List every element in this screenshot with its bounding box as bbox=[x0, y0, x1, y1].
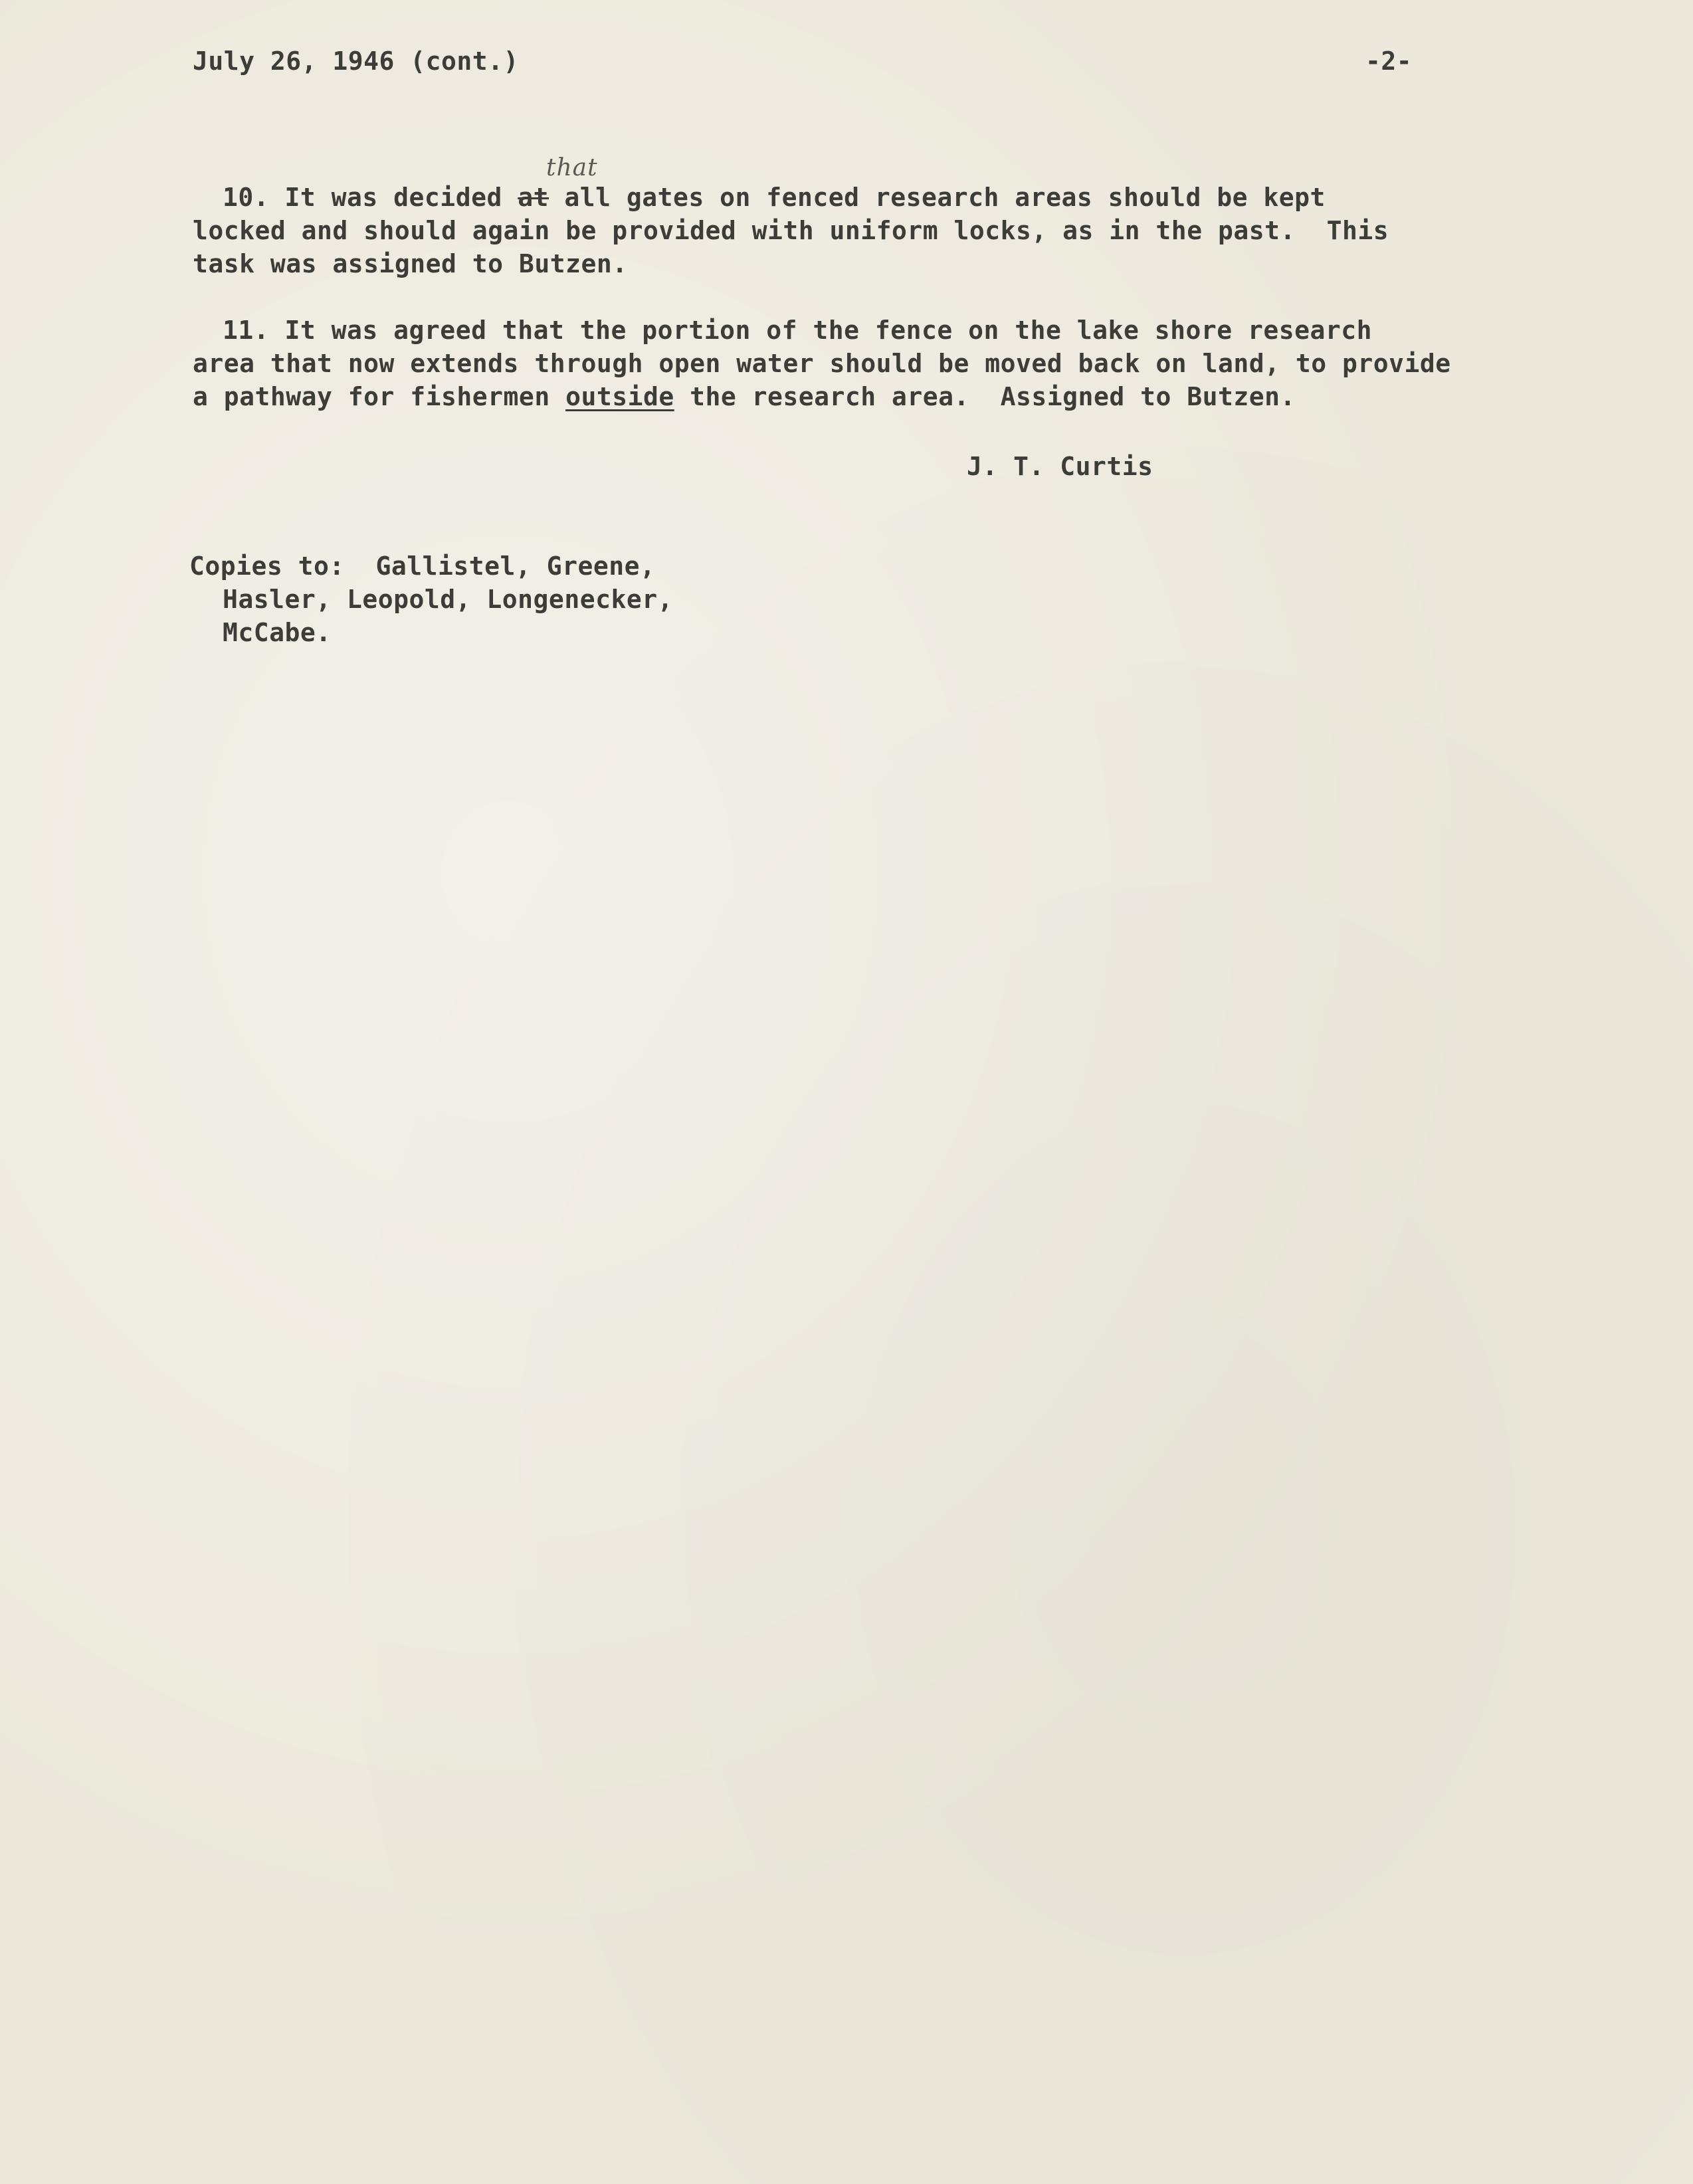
item-10-line-3: task was assigned to Butzen. bbox=[193, 249, 628, 278]
page-number: -2- bbox=[1365, 47, 1413, 76]
item-11-line-2: area that now extends through open water should be moved back on land, to provide bbox=[193, 349, 1451, 378]
item-10-text-end: all gates on fenced research areas should be kept bbox=[548, 183, 1326, 212]
item-11-line-3-start: a pathway for fishermen bbox=[193, 382, 566, 411]
item-11-line-1 bbox=[223, 316, 1372, 345]
copies-to-line-2: Hasler, Leopold, Longenecker, bbox=[223, 585, 673, 614]
item-10-line-2: locked and should again be provided with uniform locks, as in the past. This bbox=[193, 216, 1389, 245]
handwritten-insertion: that bbox=[546, 154, 598, 181]
underlined-word: outside bbox=[565, 382, 674, 411]
item-11-line-3-end: the research area. Assigned to Butzen. bbox=[674, 382, 1296, 411]
item-10-text-start: It was decided bbox=[284, 183, 518, 212]
header-date: July 26, 1946 (cont.) bbox=[193, 47, 519, 76]
copies-to-line-3: McCabe. bbox=[223, 618, 332, 647]
copies-to-line-1: Copies to: Gallistel, Greene, bbox=[189, 551, 656, 581]
signature: J. T. Curtis bbox=[967, 452, 1153, 481]
item-11-number: 11. bbox=[223, 316, 270, 345]
item-10-number: 10. bbox=[223, 183, 270, 212]
item-11-line-3 bbox=[193, 382, 1296, 411]
item-10-line-1 bbox=[223, 183, 1326, 212]
item-11-text: It was agreed that the portion of the fence on the lake shore research bbox=[284, 316, 1372, 345]
struck-word: at bbox=[518, 183, 549, 212]
